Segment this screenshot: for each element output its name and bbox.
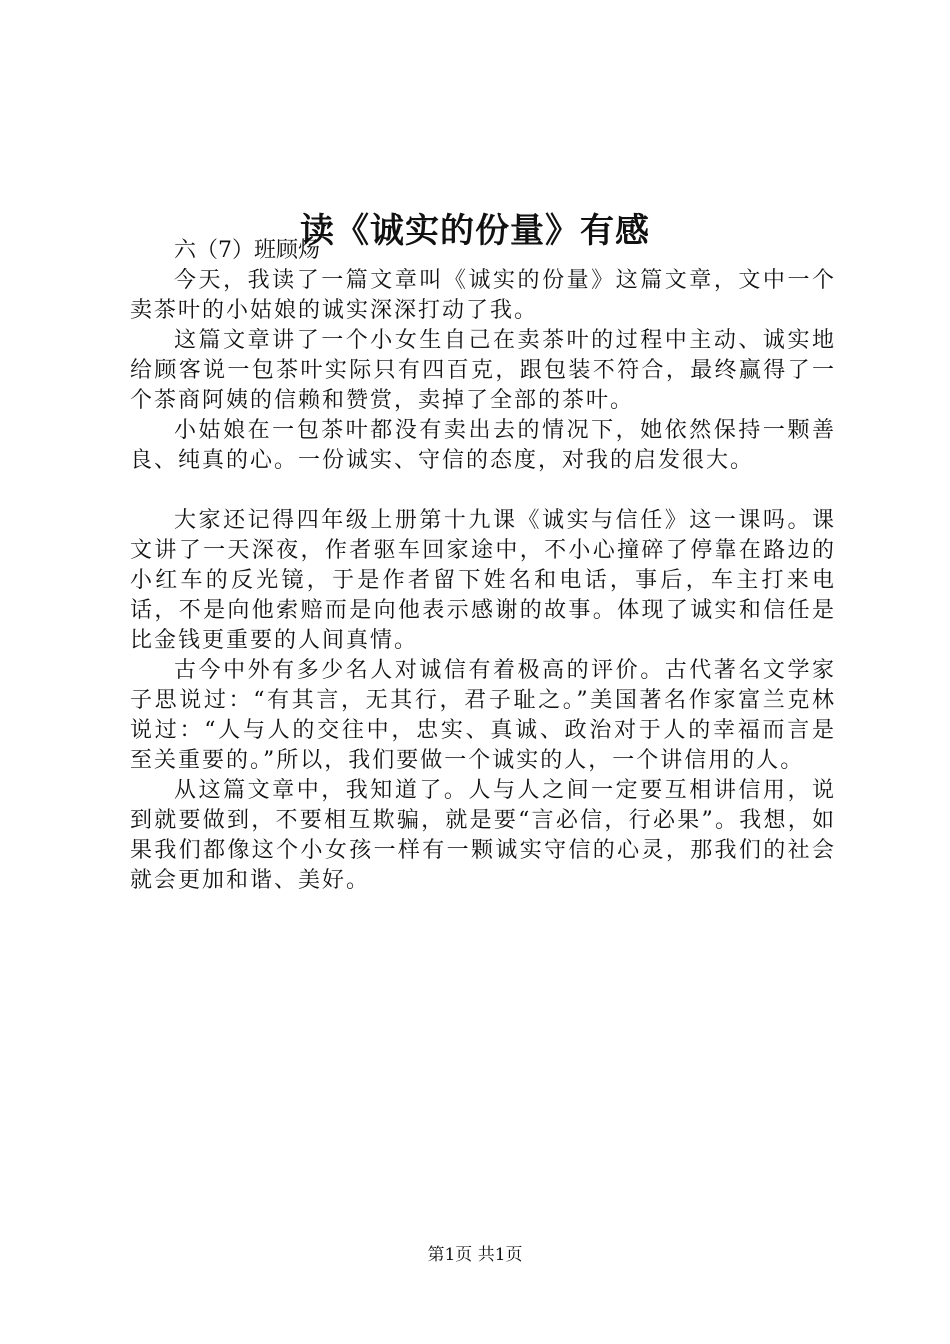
paragraph-2: 这篇文章讲了一个小女生自己在卖茶叶的过程中主动、诚实地给顾客说一包茶叶实际只有四百克，跟包装不符合，最终赢得了一个茶商阿姨的信赖和赞赏，卖掉了全部的茶叶。	[130, 328, 836, 413]
paragraph-6: 从这篇文章中，我知道了。人与人之间一定要互相讲信用，说到就要做到，不要相互欺骗，就是要“言必信，行必果”。我想，如果我们都像这个小女孩一样有一颗诚实守信的心灵，那我们的社会就会更加和谐、美好。	[130, 778, 836, 893]
document-title: 读《诚实的份量》有感	[300, 210, 650, 251]
author-line: 六（7）班顾炀	[174, 238, 320, 263]
page-footer: 第1页 共1页	[427, 1245, 523, 1265]
paragraph-3: 小姑娘在一包茶叶都没有卖出去的情况下，她依然保持一颗善良、纯真的心。一份诚实、守信的态度，对我的启发很大。	[130, 418, 836, 473]
document-body	[130, 236, 836, 896]
paragraph-5: 古今中外有多少名人对诚信有着极高的评价。古代著名文学家子思说过：“有其言，无其行，君子耻之。”美国著名作家富兰克林说过：“人与人的交往中，忠实、真诚、政治对于人的幸福而言是至关重要的。”所以，我们要做一个诚实的人，一个讲信用的人。	[130, 658, 836, 773]
paragraph-4: 大家还记得四年级上册第十九课《诚实与信任》这一课吗。课文讲了一天深夜，作者驱车回家途中，不小心撞碎了停靠在路边的小红车的反光镜，于是作者留下姓名和电话，事后，车主打来电话，不是向他索赔而是向他表示感谢的故事。体现了诚实和信任是比金钱更重要的人间真情。	[130, 508, 836, 653]
paragraph-1: 今天，我读了一篇文章叫《诚实的份量》这篇文章，文中一个卖茶叶的小姑娘的诚实深深打动了我。	[130, 268, 836, 323]
